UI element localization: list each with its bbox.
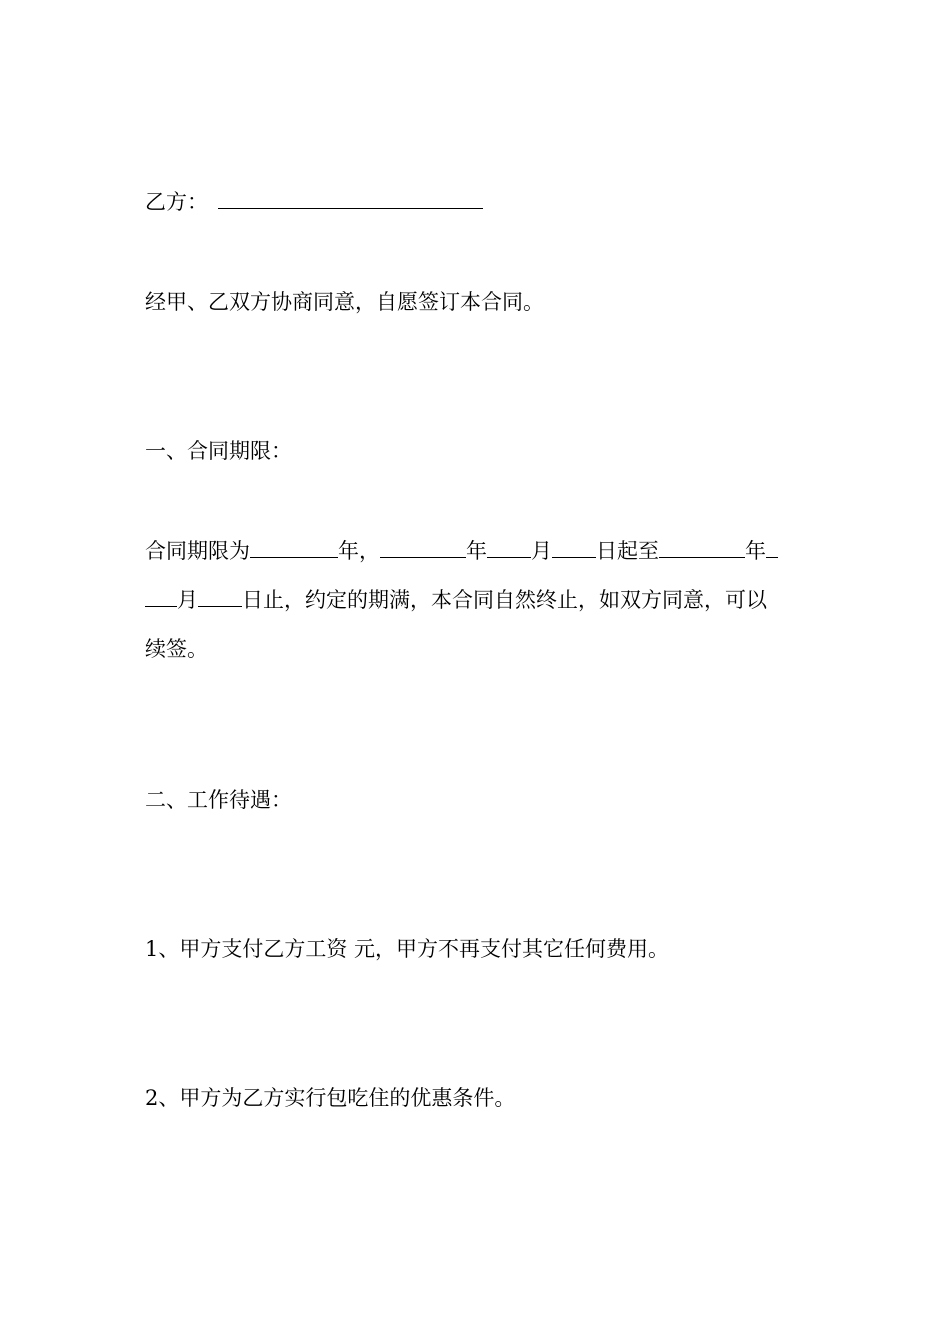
- contract-term-line-1: [145, 538, 778, 564]
- start-day-label: 日起至: [596, 539, 659, 563]
- blank-start-day[interactable]: [552, 539, 596, 558]
- party-b-blank[interactable]: [218, 190, 483, 209]
- end-month-label: 月: [177, 588, 198, 612]
- blank-end-month[interactable]: [145, 588, 177, 607]
- benefit-item-1: [145, 936, 669, 962]
- blank-start-month[interactable]: [487, 539, 531, 558]
- party-b-label: 乙方：: [145, 190, 208, 214]
- intro-paragraph: 经甲、乙双方协商同意，自愿签订本合同。: [145, 290, 544, 314]
- end-day-clause: 日止，约定的期满，本合同自然终止，如双方同意，可以: [242, 588, 767, 612]
- section1-heading: 一、合同期限：: [145, 439, 292, 463]
- start-month-label: 月: [531, 539, 552, 563]
- contract-term-line-2: [145, 587, 767, 613]
- blank-years[interactable]: [250, 539, 338, 558]
- benefit-item-2: [145, 1085, 515, 1111]
- item-2-number: 2: [145, 1086, 159, 1110]
- blank-end-year[interactable]: [659, 539, 745, 558]
- section2-heading: 二、工作待遇：: [145, 788, 292, 812]
- term-prefix: 合同期限为: [145, 539, 250, 563]
- blank-end-month-start[interactable]: [766, 539, 778, 558]
- blank-end-day[interactable]: [198, 588, 242, 607]
- party-b-line: [145, 189, 483, 215]
- item-2-text: 、甲方为乙方实行包吃住的优惠条件。: [158, 1086, 516, 1110]
- term-year-label: 年，: [338, 539, 380, 563]
- item-1-text: 、甲方支付乙方工资 元，甲方不再支付其它任何费用。: [158, 937, 670, 961]
- blank-start-year[interactable]: [380, 539, 466, 558]
- item-1-number: 1: [145, 937, 159, 961]
- contract-term-line-3: 续签。: [145, 637, 208, 661]
- start-year-label: 年: [466, 539, 487, 563]
- end-year-label: 年: [745, 539, 766, 563]
